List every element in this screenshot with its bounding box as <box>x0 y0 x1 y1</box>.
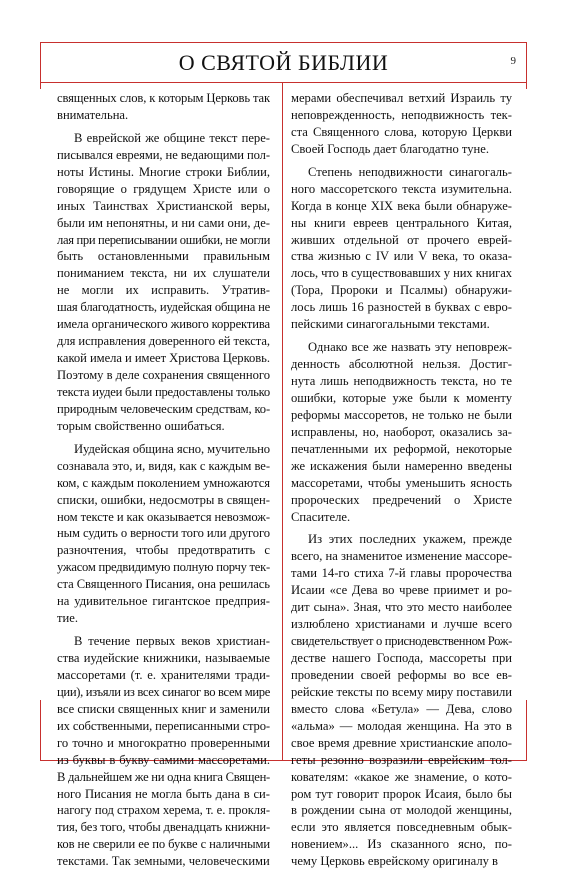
text-line: ста Священного Писания, она решилась <box>57 577 270 592</box>
text-line: свидетельствует о приснодевственном Рож- <box>291 634 512 649</box>
text-line: иных Таинствах Христианской веры, <box>57 198 270 213</box>
text-line: рейские тексты по всему миру поставили <box>291 684 512 699</box>
text-line: ного Писания не могла быть дана в си- <box>57 786 270 801</box>
text-line: разночтения, чтобы предотвратить с <box>57 543 270 558</box>
text-line: текстами. Так земными, человеческими <box>57 854 270 869</box>
text-line: ноты Истины. Многие строки Библии, <box>57 164 270 179</box>
text-line: реформы массоретов, не только не были <box>291 407 512 422</box>
text-line: В еврейской же общине текст пере- <box>74 130 270 145</box>
text-line: пророческих предречений о Христе <box>291 492 512 507</box>
right-text-column <box>291 90 512 870</box>
paragraph <box>57 90 270 124</box>
text-line: ции), изъяли из всех синагог во всем мире <box>57 684 270 699</box>
text-line: мерами обеспечивал ветхий Израиль ту <box>291 91 512 105</box>
text-line: списки, ошибки, недосмотры в священ- <box>57 492 270 507</box>
text-line: свое время древние христианские аполо- <box>291 735 512 750</box>
text-line: ста Священного слова, которую Церкви <box>291 124 512 139</box>
text-line: пониманием текста, ни их слушатели <box>57 266 270 281</box>
paragraph <box>291 531 512 870</box>
paragraph <box>291 90 512 158</box>
paragraph <box>57 441 270 627</box>
text-line: все списки священных книг и заменили <box>57 701 270 716</box>
text-line: В течение первых веков христиан- <box>74 634 270 649</box>
text-line: ошибки, которые уже были к моменту <box>291 390 512 405</box>
text-line: вместо слова «Бетула» — Дева, слово <box>291 701 512 716</box>
text-line: массоретами (т. е. хранителями тради- <box>57 667 270 682</box>
footer-right-rule <box>526 700 527 761</box>
text-line: тие. <box>57 611 78 626</box>
text-line: Степень неподвижности синагогаль- <box>308 164 512 179</box>
text-line: чему Церковь еврейскому оригиналу в <box>291 854 498 869</box>
text-line: Спасителе. <box>291 509 351 524</box>
text-line: денность абсолютной нельзя. Достиг- <box>291 357 512 372</box>
text-line: пейскими синагогальными текстами. <box>291 317 490 332</box>
text-line: были им непонятны, и ни сами они, де- <box>57 215 270 230</box>
text-line: торым свойственно ошибаться. <box>57 418 225 433</box>
text-line: новением»... Из сказанного ясно, по- <box>291 837 512 852</box>
text-line: внимательна. <box>57 107 129 122</box>
paragraph <box>57 130 270 435</box>
text-line: нута лишь неподвижность текста, но те <box>291 374 512 388</box>
text-line: ства жизнью с IV или V века, то оказа- <box>291 249 512 264</box>
text-line: Исаии «се Дева во чреве приимет и ро- <box>291 583 512 598</box>
column-separator-rule <box>282 83 283 760</box>
text-line: всего, на знаменитое изменение массоре- <box>291 549 512 564</box>
paragraph <box>291 339 512 525</box>
text-line: писывался евреями, не ведающими пол- <box>57 147 270 162</box>
text-line: Поэтому в деле сохранения священного <box>57 368 270 382</box>
running-title: О СВЯТОЙ БИБЛИИ <box>178 50 389 75</box>
text-line: лось, что в существовавших у них книгах <box>291 266 512 281</box>
text-line: Своей Господь дает благодатно туне. <box>291 141 489 156</box>
text-line: природным человеческим средствам, ко- <box>57 401 270 416</box>
text-line: ужасом предвидимую полную порчу тек- <box>57 560 270 575</box>
text-line: лось лишь 16 разностей в буквах с евро- <box>291 300 512 315</box>
text-line: их собственными, переписанными стро- <box>57 718 270 733</box>
text-line: на удивительное гигантское предприя- <box>57 594 270 609</box>
text-line: неповрежденность, неподвижность тек- <box>291 107 512 122</box>
text-line: Когда в конце XIX века были обнаруже- <box>291 198 512 213</box>
text-line: живших отдельной от прочего еврей- <box>291 232 512 247</box>
text-line: (Тора, Пророки и Псалмы) обнаружи- <box>291 283 512 298</box>
text-line: исправлены, но, наоборот, оказались за- <box>291 424 512 439</box>
text-line: ного массоретского текста изумительна. <box>291 181 512 196</box>
text-line: ным судить о верности того или другого <box>57 526 270 541</box>
text-line: кователям: «какое же знамение, о кото- <box>291 769 512 784</box>
text-line: же искажения были намеренно введены <box>291 458 512 473</box>
text-line: ков не сверили ее по букве с наличными <box>57 837 270 852</box>
text-line: ром тут говорит пророк Исаия, было бы <box>291 786 512 801</box>
text-line: Из этих последних укажем, прежде <box>308 532 512 547</box>
paragraph <box>57 633 270 870</box>
text-line: дит сына». Зная, что это место наиболее <box>291 600 512 615</box>
text-line: в рождении сына от молодой женщины, <box>291 803 512 818</box>
text-line: геты резонно возразили еврейским тол- <box>291 752 512 767</box>
text-line: текста иудеи были предоставлены только <box>57 384 270 399</box>
text-line: имела органического живого корректива <box>57 317 270 332</box>
text-line: массоретами, чтобы уменьшить ясность <box>291 475 512 490</box>
text-line: «альма» — молодая женщина. На это в <box>291 718 512 733</box>
text-line: В дальнейшем же ни одна книга Священ- <box>57 769 270 784</box>
text-line: для исправления доверенного ей текста, <box>57 334 270 349</box>
footer-left-rule <box>40 700 41 761</box>
text-line: тия, без того, чтобы двенадцать книжни- <box>57 820 270 835</box>
text-line: шая благодатность, иудейская община не <box>57 300 270 315</box>
text-line: не могли их исправить. Утратив- <box>57 283 270 298</box>
text-line: печатленными их реформой, некоторые <box>291 441 512 456</box>
text-line: ны книги евреев центрального Китая, <box>291 215 512 230</box>
page-number: 9 <box>510 55 516 67</box>
text-line: ном тексте и как оказывается невозмож- <box>57 509 270 524</box>
text-line: излюблено христианами и лучше всего <box>291 617 512 632</box>
text-line: священных слов, к которым Церковь так <box>57 91 270 105</box>
text-line: говорящие о грядущем Христе или о <box>57 181 270 196</box>
text-line: быть остановленными правильным <box>57 249 270 264</box>
text-line: Иудейская община ясно, мучительно <box>74 441 270 456</box>
paragraph <box>291 164 512 333</box>
text-line: ства иудейские книжники, называемые <box>57 651 270 665</box>
text-line: лая при переписывании ошибки, не могли <box>57 232 270 247</box>
header-top-rule <box>40 42 527 43</box>
text-line: ком, с каждым поколением умножаются <box>57 475 270 490</box>
left-text-column <box>57 90 270 870</box>
text-line: сознавала это, и, видя, как с каждым ве- <box>57 458 270 473</box>
text-line: нагогу под страхом херема, т. е. прокля- <box>57 803 270 818</box>
text-line: Однако все же назвать эту неповреж- <box>308 340 512 355</box>
text-line: го точно и многократно проверенными <box>57 735 270 750</box>
text-line: если это является повседневным обык- <box>291 820 512 835</box>
text-line: дестве нашего Господа, массореты при <box>291 651 512 665</box>
header-bottom-rule <box>40 82 527 83</box>
text-line: из буквы в букву самими массоретами. <box>57 752 270 767</box>
text-line: тами 14-го стиха 7-й главы пророчества <box>291 566 512 581</box>
text-line: какой имела и имеет Христова Церковь. <box>57 351 270 366</box>
text-line: проведении своей реформы во все ев- <box>291 667 512 682</box>
